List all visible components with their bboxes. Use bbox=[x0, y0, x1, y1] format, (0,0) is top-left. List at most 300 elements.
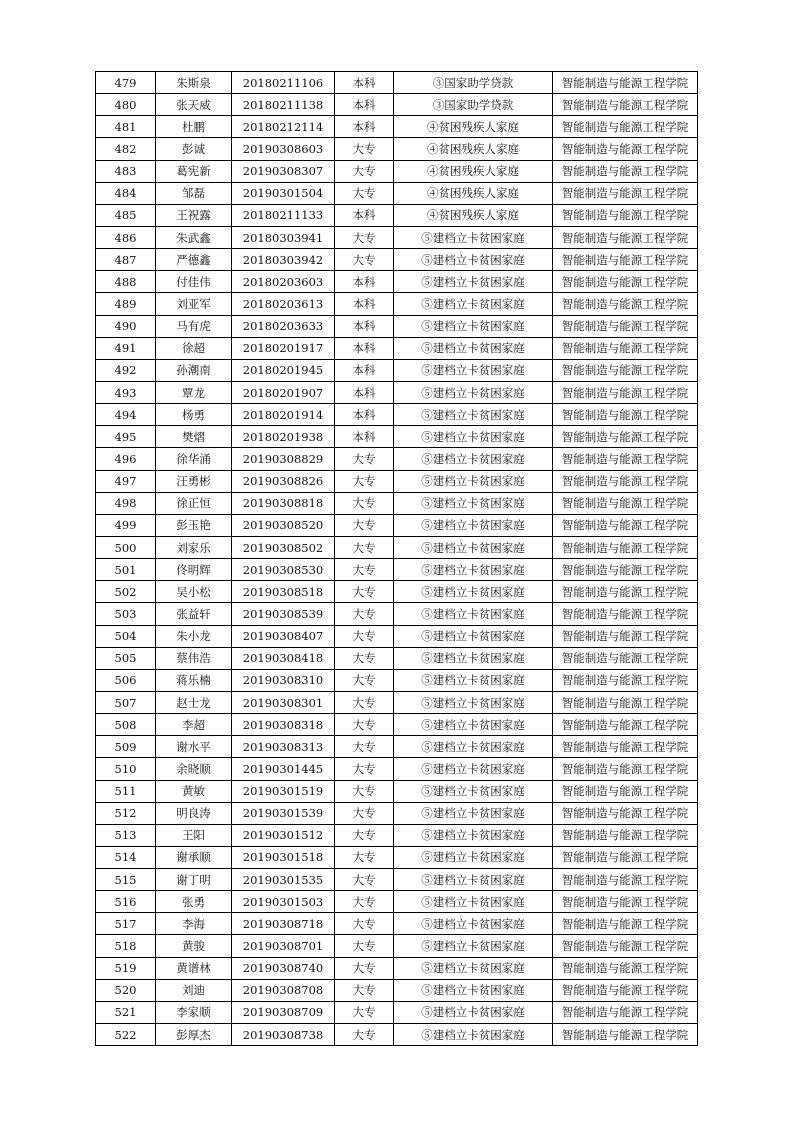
aid-category-cell: ⑤建档立卡贫困家庭 bbox=[394, 581, 553, 603]
aid-category-cell: ⑤建档立卡贫困家庭 bbox=[394, 979, 553, 1001]
education-level-cell: 大专 bbox=[335, 758, 394, 780]
student-name-cell: 黄谱林 bbox=[156, 957, 232, 979]
student-id-cell: 20180203603 bbox=[232, 271, 335, 293]
education-level-cell: 大专 bbox=[335, 249, 394, 271]
aid-category-cell: ⑤建档立卡贫困家庭 bbox=[394, 957, 553, 979]
education-level-cell: 大专 bbox=[335, 581, 394, 603]
student-name-cell: 谢承顺 bbox=[156, 846, 232, 868]
row-number-cell: 496 bbox=[96, 448, 156, 470]
row-number-cell: 491 bbox=[96, 337, 156, 359]
student-id-cell: 20190308738 bbox=[232, 1024, 335, 1046]
table-row bbox=[96, 182, 698, 204]
row-number-cell: 484 bbox=[96, 182, 156, 204]
college-name-cell: 智能制造与能源工程学院 bbox=[553, 514, 698, 536]
college-name-cell: 智能制造与能源工程学院 bbox=[553, 736, 698, 758]
table-row bbox=[96, 536, 698, 558]
education-level-cell: 本科 bbox=[335, 315, 394, 337]
student-name-cell: 余晓顺 bbox=[156, 758, 232, 780]
table-row bbox=[96, 337, 698, 359]
table-row bbox=[96, 913, 698, 935]
student-id-cell: 20190308709 bbox=[232, 1001, 335, 1023]
table-row bbox=[96, 359, 698, 381]
student-name-cell: 张勇 bbox=[156, 891, 232, 913]
education-level-cell: 大专 bbox=[335, 559, 394, 581]
student-name-cell: 严德鑫 bbox=[156, 249, 232, 271]
row-number-cell: 519 bbox=[96, 957, 156, 979]
aid-category-cell: ⑤建档立卡贫困家庭 bbox=[394, 271, 553, 293]
student-id-cell: 20190308407 bbox=[232, 625, 335, 647]
table-row bbox=[96, 1024, 698, 1046]
table-row bbox=[96, 714, 698, 736]
college-name-cell: 智能制造与能源工程学院 bbox=[553, 957, 698, 979]
student-id-cell: 20180201945 bbox=[232, 359, 335, 381]
table-row bbox=[96, 514, 698, 536]
student-name-cell: 杜鹏 bbox=[156, 116, 232, 138]
aid-category-cell: ⑤建档立卡贫困家庭 bbox=[394, 1024, 553, 1046]
row-number-cell: 495 bbox=[96, 426, 156, 448]
student-name-cell: 徐正恒 bbox=[156, 492, 232, 514]
student-id-cell: 20180201907 bbox=[232, 381, 335, 403]
table-row bbox=[96, 94, 698, 116]
row-number-cell: 518 bbox=[96, 935, 156, 957]
student-id-cell: 20180203613 bbox=[232, 293, 335, 315]
student-id-cell: 20180211138 bbox=[232, 94, 335, 116]
education-level-cell: 大专 bbox=[335, 182, 394, 204]
row-number-cell: 506 bbox=[96, 669, 156, 691]
student-name-cell: 朱小龙 bbox=[156, 625, 232, 647]
college-name-cell: 智能制造与能源工程学院 bbox=[553, 625, 698, 647]
college-name-cell: 智能制造与能源工程学院 bbox=[553, 160, 698, 182]
student-name-cell: 刘亚军 bbox=[156, 293, 232, 315]
college-name-cell: 智能制造与能源工程学院 bbox=[553, 381, 698, 403]
college-name-cell: 智能制造与能源工程学院 bbox=[553, 182, 698, 204]
education-level-cell: 本科 bbox=[335, 337, 394, 359]
college-name-cell: 智能制造与能源工程学院 bbox=[553, 758, 698, 780]
row-number-cell: 482 bbox=[96, 138, 156, 160]
education-level-cell: 大专 bbox=[335, 492, 394, 514]
education-level-cell: 大专 bbox=[335, 846, 394, 868]
student-id-cell: 20190301504 bbox=[232, 182, 335, 204]
student-name-cell: 黄敏 bbox=[156, 780, 232, 802]
student-id-cell: 20180201914 bbox=[232, 404, 335, 426]
education-level-cell: 大专 bbox=[335, 714, 394, 736]
student-name-cell: 佟明辉 bbox=[156, 559, 232, 581]
student-id-cell: 20190308539 bbox=[232, 603, 335, 625]
row-number-cell: 485 bbox=[96, 204, 156, 226]
college-name-cell: 智能制造与能源工程学院 bbox=[553, 846, 698, 868]
row-number-cell: 497 bbox=[96, 470, 156, 492]
college-name-cell: 智能制造与能源工程学院 bbox=[553, 492, 698, 514]
college-name-cell: 智能制造与能源工程学院 bbox=[553, 536, 698, 558]
aid-category-cell: ⑤建档立卡贫困家庭 bbox=[394, 824, 553, 846]
college-name-cell: 智能制造与能源工程学院 bbox=[553, 824, 698, 846]
table-row bbox=[96, 381, 698, 403]
student-name-cell: 张益轩 bbox=[156, 603, 232, 625]
education-level-cell: 本科 bbox=[335, 426, 394, 448]
table-row bbox=[96, 603, 698, 625]
student-name-cell: 樊熠 bbox=[156, 426, 232, 448]
aid-category-cell: ⑤建档立卡贫困家庭 bbox=[394, 470, 553, 492]
education-level-cell: 大专 bbox=[335, 514, 394, 536]
student-id-cell: 20190308829 bbox=[232, 448, 335, 470]
student-id-cell: 20190308520 bbox=[232, 514, 335, 536]
education-level-cell: 本科 bbox=[335, 381, 394, 403]
table-row bbox=[96, 846, 698, 868]
row-number-cell: 481 bbox=[96, 116, 156, 138]
row-number-cell: 517 bbox=[96, 913, 156, 935]
aid-category-cell: ④贫困残疾人家庭 bbox=[394, 160, 553, 182]
student-id-cell: 20190308307 bbox=[232, 160, 335, 182]
college-name-cell: 智能制造与能源工程学院 bbox=[553, 138, 698, 160]
table-row bbox=[96, 824, 698, 846]
college-name-cell: 智能制造与能源工程学院 bbox=[553, 404, 698, 426]
student-id-cell: 20180201917 bbox=[232, 337, 335, 359]
table-row bbox=[96, 249, 698, 271]
college-name-cell: 智能制造与能源工程学院 bbox=[553, 891, 698, 913]
student-id-cell: 20190308502 bbox=[232, 536, 335, 558]
row-number-cell: 489 bbox=[96, 293, 156, 315]
student-id-cell: 20180201938 bbox=[232, 426, 335, 448]
student-id-cell: 20190301503 bbox=[232, 891, 335, 913]
row-number-cell: 522 bbox=[96, 1024, 156, 1046]
aid-category-cell: ⑤建档立卡贫困家庭 bbox=[394, 426, 553, 448]
student-id-cell: 20190301535 bbox=[232, 869, 335, 891]
row-number-cell: 509 bbox=[96, 736, 156, 758]
education-level-cell: 大专 bbox=[335, 802, 394, 824]
row-number-cell: 502 bbox=[96, 581, 156, 603]
student-name-cell: 蔡伟浩 bbox=[156, 647, 232, 669]
aid-category-cell: ⑤建档立卡贫困家庭 bbox=[394, 625, 553, 647]
student-name-cell: 邹磊 bbox=[156, 182, 232, 204]
aid-category-cell: ⑤建档立卡贫困家庭 bbox=[394, 359, 553, 381]
table-row bbox=[96, 470, 698, 492]
college-name-cell: 智能制造与能源工程学院 bbox=[553, 913, 698, 935]
row-number-cell: 505 bbox=[96, 647, 156, 669]
education-level-cell: 大专 bbox=[335, 736, 394, 758]
row-number-cell: 511 bbox=[96, 780, 156, 802]
table-row bbox=[96, 581, 698, 603]
education-level-cell: 大专 bbox=[335, 691, 394, 713]
education-level-cell: 大专 bbox=[335, 913, 394, 935]
row-number-cell: 512 bbox=[96, 802, 156, 824]
student-id-cell: 20180203633 bbox=[232, 315, 335, 337]
aid-category-cell: ⑤建档立卡贫困家庭 bbox=[394, 714, 553, 736]
college-name-cell: 智能制造与能源工程学院 bbox=[553, 559, 698, 581]
student-name-cell: 杨勇 bbox=[156, 404, 232, 426]
table-row bbox=[96, 448, 698, 470]
student-id-cell: 20190308530 bbox=[232, 559, 335, 581]
table-row bbox=[96, 204, 698, 226]
education-level-cell: 大专 bbox=[335, 935, 394, 957]
student-name-cell: 葛宪新 bbox=[156, 160, 232, 182]
education-level-cell: 本科 bbox=[335, 116, 394, 138]
education-level-cell: 大专 bbox=[335, 1024, 394, 1046]
student-name-cell: 李超 bbox=[156, 714, 232, 736]
table-row bbox=[96, 802, 698, 824]
education-level-cell: 本科 bbox=[335, 204, 394, 226]
row-number-cell: 510 bbox=[96, 758, 156, 780]
college-name-cell: 智能制造与能源工程学院 bbox=[553, 869, 698, 891]
education-level-cell: 大专 bbox=[335, 669, 394, 691]
student-name-cell: 蒋乐楠 bbox=[156, 669, 232, 691]
student-id-cell: 20180211133 bbox=[232, 204, 335, 226]
row-number-cell: 483 bbox=[96, 160, 156, 182]
student-name-cell: 王阳 bbox=[156, 824, 232, 846]
education-level-cell: 大专 bbox=[335, 448, 394, 470]
aid-category-cell: ⑤建档立卡贫困家庭 bbox=[394, 891, 553, 913]
student-name-cell: 黄骏 bbox=[156, 935, 232, 957]
table-row bbox=[96, 492, 698, 514]
aid-category-cell: ⑤建档立卡贫困家庭 bbox=[394, 1001, 553, 1023]
education-level-cell: 大专 bbox=[335, 647, 394, 669]
table-row bbox=[96, 426, 698, 448]
table-row bbox=[96, 758, 698, 780]
aid-category-cell: ③国家助学贷款 bbox=[394, 94, 553, 116]
table-row bbox=[96, 559, 698, 581]
table-row bbox=[96, 226, 698, 248]
college-name-cell: 智能制造与能源工程学院 bbox=[553, 802, 698, 824]
education-level-cell: 本科 bbox=[335, 94, 394, 116]
college-name-cell: 智能制造与能源工程学院 bbox=[553, 669, 698, 691]
college-name-cell: 智能制造与能源工程学院 bbox=[553, 426, 698, 448]
education-level-cell: 大专 bbox=[335, 625, 394, 647]
student-id-cell: 20190308740 bbox=[232, 957, 335, 979]
table-row bbox=[96, 293, 698, 315]
college-name-cell: 智能制造与能源工程学院 bbox=[553, 691, 698, 713]
row-number-cell: 504 bbox=[96, 625, 156, 647]
student-name-cell: 赵士龙 bbox=[156, 691, 232, 713]
aid-category-cell: ④贫困残疾人家庭 bbox=[394, 204, 553, 226]
student-name-cell: 付佳伟 bbox=[156, 271, 232, 293]
education-level-cell: 大专 bbox=[335, 869, 394, 891]
student-name-cell: 徐华涌 bbox=[156, 448, 232, 470]
student-name-cell: 汪勇彬 bbox=[156, 470, 232, 492]
row-number-cell: 493 bbox=[96, 381, 156, 403]
student-id-cell: 20190308818 bbox=[232, 492, 335, 514]
aid-category-cell: ⑤建档立卡贫困家庭 bbox=[394, 404, 553, 426]
table-row bbox=[96, 315, 698, 337]
row-number-cell: 520 bbox=[96, 979, 156, 1001]
student-id-cell: 20190308313 bbox=[232, 736, 335, 758]
aid-category-cell: ⑤建档立卡贫困家庭 bbox=[394, 603, 553, 625]
college-name-cell: 智能制造与能源工程学院 bbox=[553, 935, 698, 957]
aid-category-cell: ⑤建档立卡贫困家庭 bbox=[394, 315, 553, 337]
college-name-cell: 智能制造与能源工程学院 bbox=[553, 603, 698, 625]
education-level-cell: 大专 bbox=[335, 979, 394, 1001]
table-row bbox=[96, 271, 698, 293]
education-level-cell: 大专 bbox=[335, 160, 394, 182]
student-id-cell: 20190301539 bbox=[232, 802, 335, 824]
college-name-cell: 智能制造与能源工程学院 bbox=[553, 249, 698, 271]
table-row bbox=[96, 160, 698, 182]
college-name-cell: 智能制造与能源工程学院 bbox=[553, 581, 698, 603]
aid-category-cell: ④贫困残疾人家庭 bbox=[394, 116, 553, 138]
education-level-cell: 大专 bbox=[335, 536, 394, 558]
college-name-cell: 智能制造与能源工程学院 bbox=[553, 315, 698, 337]
student-name-cell: 谢水平 bbox=[156, 736, 232, 758]
row-number-cell: 515 bbox=[96, 869, 156, 891]
aid-category-cell: ⑤建档立卡贫困家庭 bbox=[394, 492, 553, 514]
row-number-cell: 500 bbox=[96, 536, 156, 558]
table-row bbox=[96, 1001, 698, 1023]
aid-category-cell: ③国家助学贷款 bbox=[394, 72, 553, 94]
education-level-cell: 本科 bbox=[335, 293, 394, 315]
education-level-cell: 本科 bbox=[335, 72, 394, 94]
row-number-cell: 480 bbox=[96, 94, 156, 116]
student-name-cell: 朱斯泉 bbox=[156, 72, 232, 94]
row-number-cell: 486 bbox=[96, 226, 156, 248]
student-id-cell: 20180211106 bbox=[232, 72, 335, 94]
table-row bbox=[96, 72, 698, 94]
aid-category-cell: ⑤建档立卡贫困家庭 bbox=[394, 669, 553, 691]
aid-category-cell: ⑤建档立卡贫困家庭 bbox=[394, 758, 553, 780]
education-level-cell: 大专 bbox=[335, 226, 394, 248]
student-name-cell: 孙潮南 bbox=[156, 359, 232, 381]
student-id-cell: 20180303941 bbox=[232, 226, 335, 248]
table-row bbox=[96, 891, 698, 913]
student-name-cell: 张天威 bbox=[156, 94, 232, 116]
table-row bbox=[96, 647, 698, 669]
student-id-cell: 20180303942 bbox=[232, 249, 335, 271]
table-row bbox=[96, 736, 698, 758]
row-number-cell: 490 bbox=[96, 315, 156, 337]
table-row bbox=[96, 116, 698, 138]
student-id-cell: 20190301445 bbox=[232, 758, 335, 780]
student-name-cell: 刘家乐 bbox=[156, 536, 232, 558]
college-name-cell: 智能制造与能源工程学院 bbox=[553, 226, 698, 248]
college-name-cell: 智能制造与能源工程学院 bbox=[553, 1024, 698, 1046]
table-row bbox=[96, 669, 698, 691]
education-level-cell: 大专 bbox=[335, 891, 394, 913]
student-id-cell: 20190308708 bbox=[232, 979, 335, 1001]
education-level-cell: 本科 bbox=[335, 359, 394, 381]
row-number-cell: 503 bbox=[96, 603, 156, 625]
college-name-cell: 智能制造与能源工程学院 bbox=[553, 470, 698, 492]
aid-category-cell: ⑤建档立卡贫困家庭 bbox=[394, 691, 553, 713]
college-name-cell: 智能制造与能源工程学院 bbox=[553, 204, 698, 226]
college-name-cell: 智能制造与能源工程学院 bbox=[553, 979, 698, 1001]
college-name-cell: 智能制造与能源工程学院 bbox=[553, 714, 698, 736]
row-number-cell: 521 bbox=[96, 1001, 156, 1023]
student-name-cell: 覃龙 bbox=[156, 381, 232, 403]
student-id-cell: 20190308701 bbox=[232, 935, 335, 957]
college-name-cell: 智能制造与能源工程学院 bbox=[553, 293, 698, 315]
education-level-cell: 大专 bbox=[335, 138, 394, 160]
education-level-cell: 大专 bbox=[335, 470, 394, 492]
aid-category-cell: ⑤建档立卡贫困家庭 bbox=[394, 736, 553, 758]
aid-category-cell: ⑤建档立卡贫困家庭 bbox=[394, 935, 553, 957]
table-row bbox=[96, 979, 698, 1001]
student-name-cell: 明良涛 bbox=[156, 802, 232, 824]
table-row bbox=[96, 625, 698, 647]
aid-category-cell: ⑤建档立卡贫困家庭 bbox=[394, 536, 553, 558]
row-number-cell: 501 bbox=[96, 559, 156, 581]
student-id-cell: 20190308718 bbox=[232, 913, 335, 935]
college-name-cell: 智能制造与能源工程学院 bbox=[553, 780, 698, 802]
row-number-cell: 507 bbox=[96, 691, 156, 713]
student-roster-table bbox=[95, 71, 698, 1046]
student-name-cell: 徐超 bbox=[156, 337, 232, 359]
college-name-cell: 智能制造与能源工程学院 bbox=[553, 647, 698, 669]
student-name-cell: 马有虎 bbox=[156, 315, 232, 337]
aid-category-cell: ⑤建档立卡贫困家庭 bbox=[394, 559, 553, 581]
student-name-cell: 王祝露 bbox=[156, 204, 232, 226]
education-level-cell: 大专 bbox=[335, 780, 394, 802]
college-name-cell: 智能制造与能源工程学院 bbox=[553, 94, 698, 116]
row-number-cell: 494 bbox=[96, 404, 156, 426]
student-name-cell: 吴小松 bbox=[156, 581, 232, 603]
aid-category-cell: ⑤建档立卡贫困家庭 bbox=[394, 448, 553, 470]
row-number-cell: 498 bbox=[96, 492, 156, 514]
college-name-cell: 智能制造与能源工程学院 bbox=[553, 116, 698, 138]
student-id-cell: 20190301512 bbox=[232, 824, 335, 846]
aid-category-cell: ④贫困残疾人家庭 bbox=[394, 138, 553, 160]
aid-category-cell: ⑤建档立卡贫困家庭 bbox=[394, 381, 553, 403]
student-name-cell: 谢丁明 bbox=[156, 869, 232, 891]
education-level-cell: 本科 bbox=[335, 404, 394, 426]
table-row bbox=[96, 935, 698, 957]
row-number-cell: 513 bbox=[96, 824, 156, 846]
roster-body bbox=[96, 72, 698, 1046]
student-name-cell: 刘迪 bbox=[156, 979, 232, 1001]
student-name-cell: 李海 bbox=[156, 913, 232, 935]
education-level-cell: 大专 bbox=[335, 824, 394, 846]
aid-category-cell: ⑤建档立卡贫困家庭 bbox=[394, 337, 553, 359]
aid-category-cell: ⑤建档立卡贫困家庭 bbox=[394, 913, 553, 935]
student-name-cell: 彭诚 bbox=[156, 138, 232, 160]
student-id-cell: 20190301518 bbox=[232, 846, 335, 868]
row-number-cell: 487 bbox=[96, 249, 156, 271]
college-name-cell: 智能制造与能源工程学院 bbox=[553, 448, 698, 470]
row-number-cell: 492 bbox=[96, 359, 156, 381]
college-name-cell: 智能制造与能源工程学院 bbox=[553, 1001, 698, 1023]
college-name-cell: 智能制造与能源工程学院 bbox=[553, 271, 698, 293]
student-name-cell: 朱武鑫 bbox=[156, 226, 232, 248]
aid-category-cell: ⑤建档立卡贫困家庭 bbox=[394, 780, 553, 802]
table-row bbox=[96, 957, 698, 979]
student-name-cell: 彭厚杰 bbox=[156, 1024, 232, 1046]
student-id-cell: 20190308418 bbox=[232, 647, 335, 669]
aid-category-cell: ⑤建档立卡贫困家庭 bbox=[394, 647, 553, 669]
aid-category-cell: ⑤建档立卡贫困家庭 bbox=[394, 846, 553, 868]
aid-category-cell: ⑤建档立卡贫困家庭 bbox=[394, 514, 553, 536]
student-id-cell: 20190308310 bbox=[232, 669, 335, 691]
education-level-cell: 大专 bbox=[335, 957, 394, 979]
aid-category-cell: ⑤建档立卡贫困家庭 bbox=[394, 293, 553, 315]
student-id-cell: 20190308603 bbox=[232, 138, 335, 160]
student-id-cell: 20190308301 bbox=[232, 691, 335, 713]
row-number-cell: 499 bbox=[96, 514, 156, 536]
aid-category-cell: ⑤建档立卡贫困家庭 bbox=[394, 249, 553, 271]
table-row bbox=[96, 691, 698, 713]
row-number-cell: 514 bbox=[96, 846, 156, 868]
student-name-cell: 李家顺 bbox=[156, 1001, 232, 1023]
aid-category-cell: ⑤建档立卡贫困家庭 bbox=[394, 802, 553, 824]
student-id-cell: 20190308318 bbox=[232, 714, 335, 736]
table-row bbox=[96, 404, 698, 426]
row-number-cell: 488 bbox=[96, 271, 156, 293]
college-name-cell: 智能制造与能源工程学院 bbox=[553, 359, 698, 381]
student-id-cell: 20180212114 bbox=[232, 116, 335, 138]
student-id-cell: 20190301519 bbox=[232, 780, 335, 802]
college-name-cell: 智能制造与能源工程学院 bbox=[553, 72, 698, 94]
college-name-cell: 智能制造与能源工程学院 bbox=[553, 337, 698, 359]
table-row bbox=[96, 780, 698, 802]
student-name-cell: 彭玉艳 bbox=[156, 514, 232, 536]
row-number-cell: 516 bbox=[96, 891, 156, 913]
table-row bbox=[96, 869, 698, 891]
student-id-cell: 20190308518 bbox=[232, 581, 335, 603]
